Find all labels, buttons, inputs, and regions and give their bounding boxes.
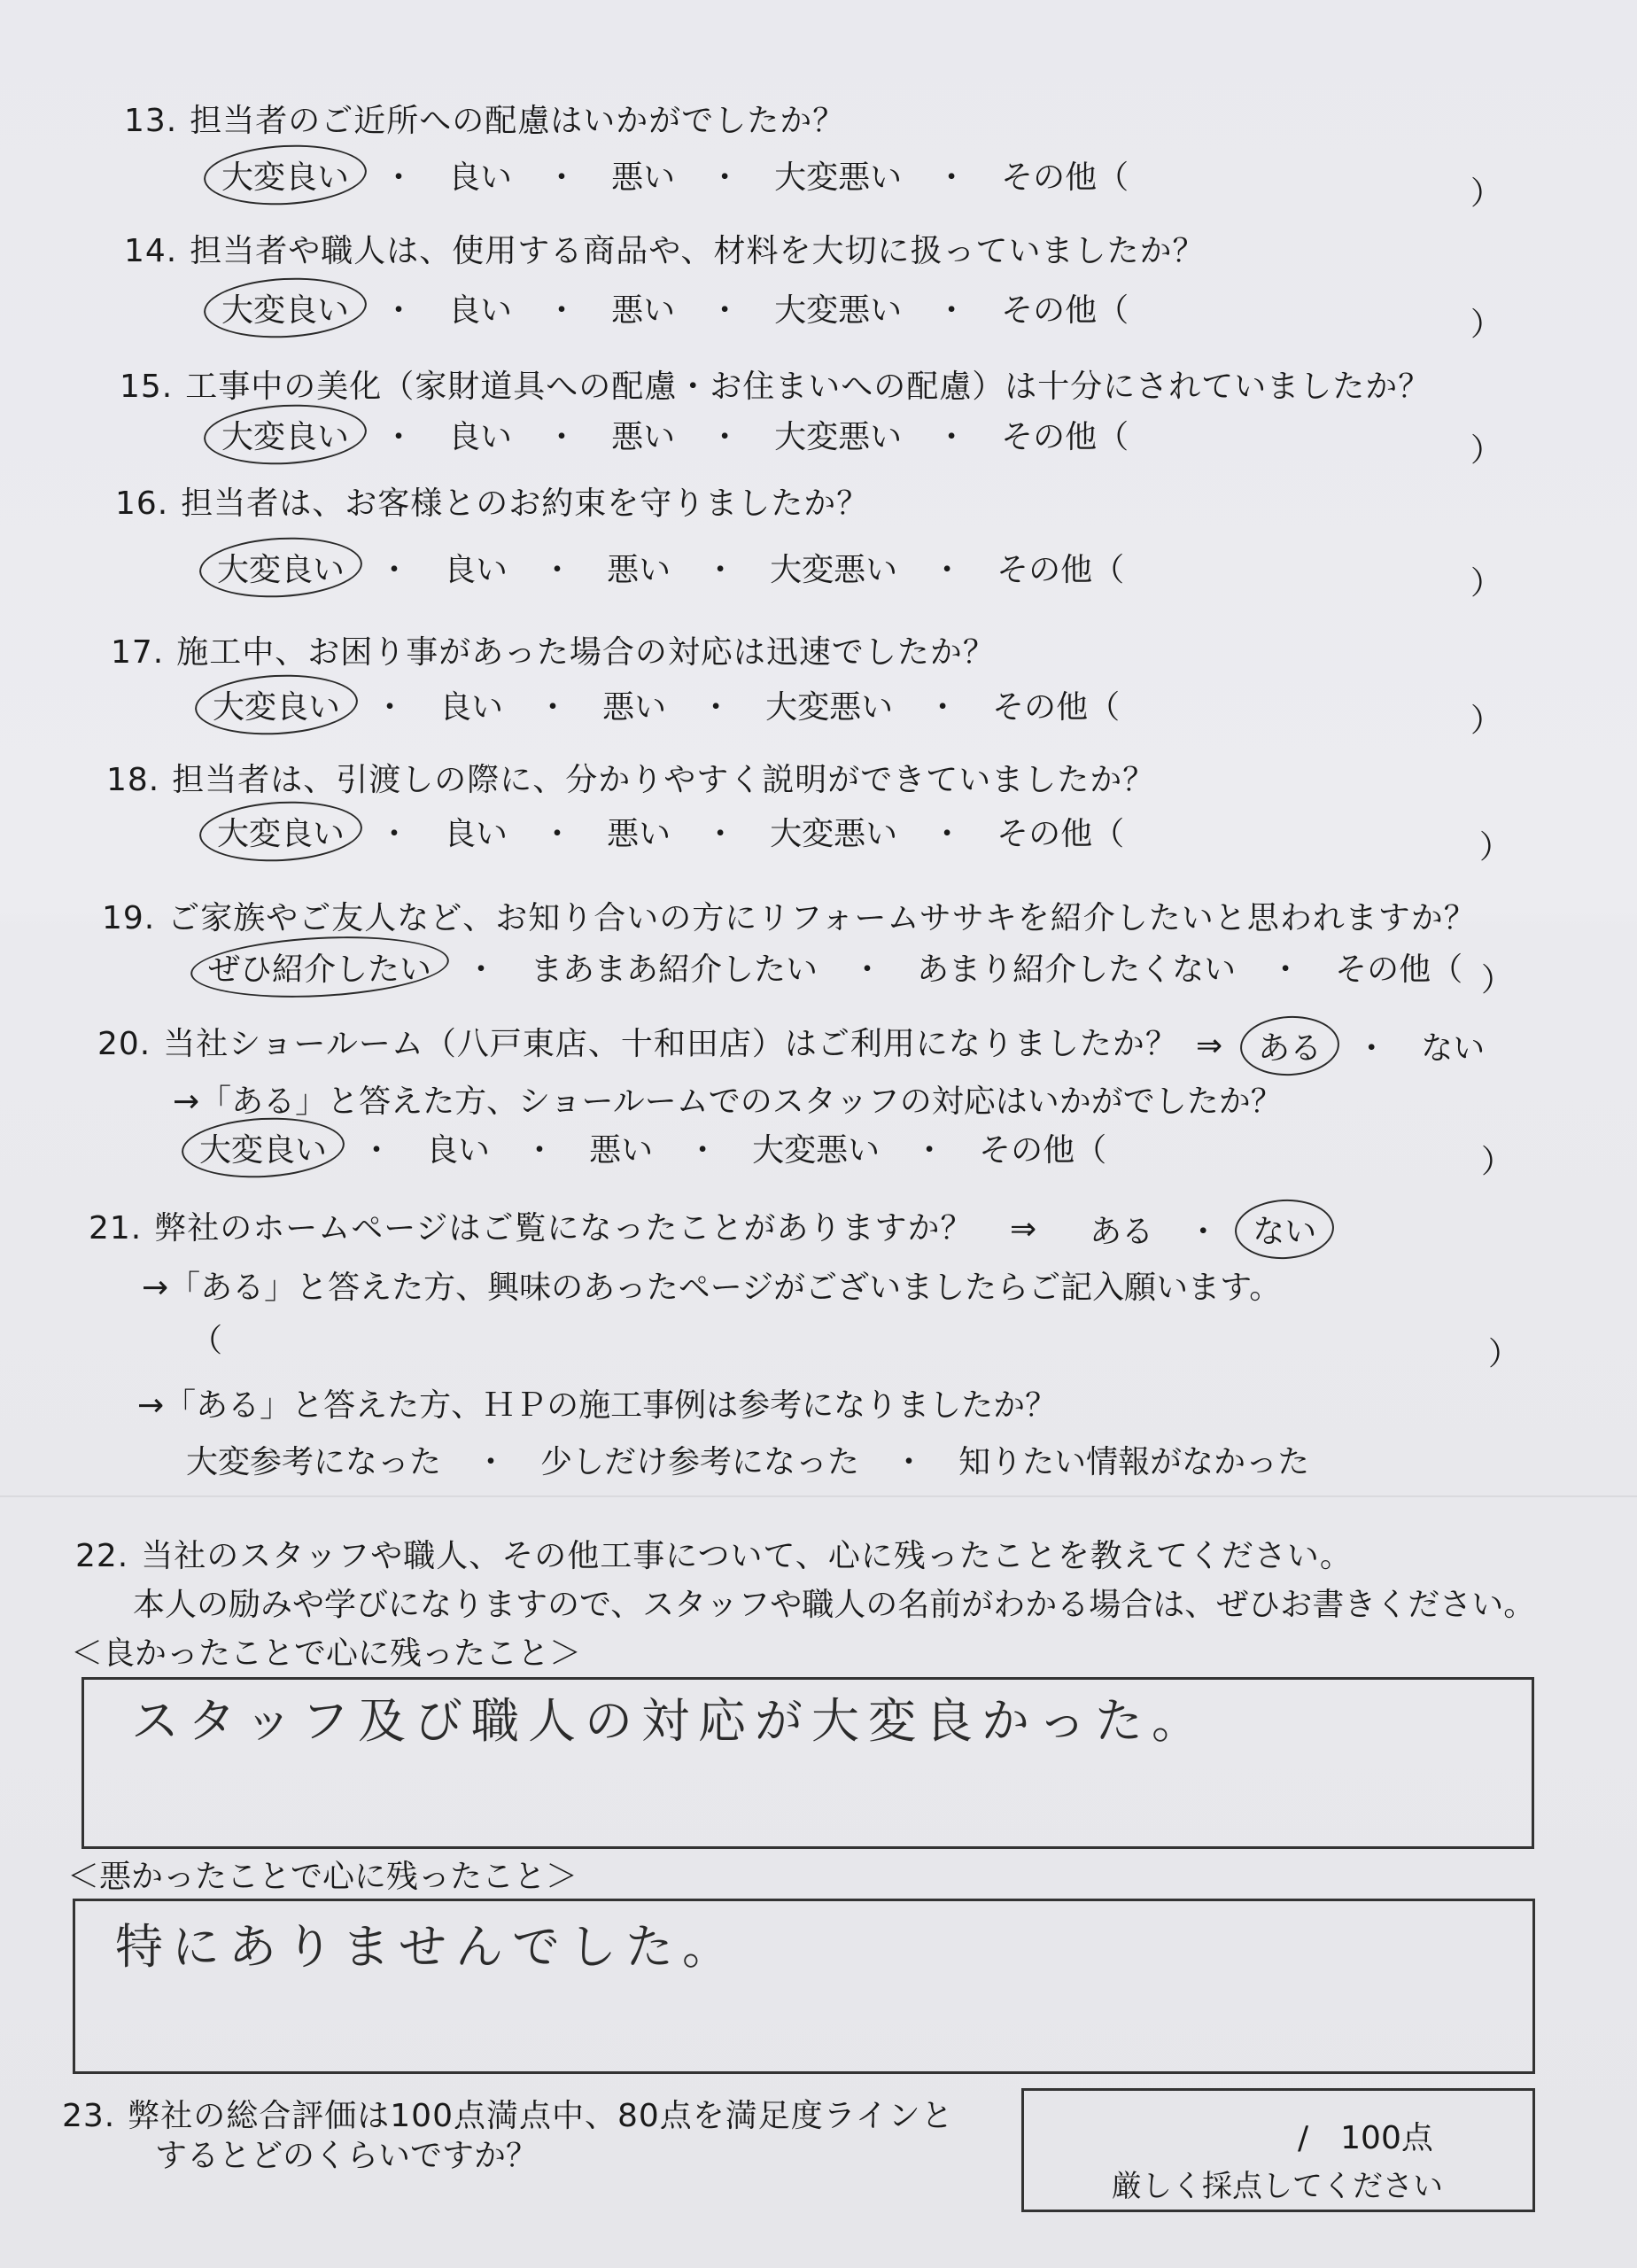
bad-memory-label: ＜悪かったことで心に残ったこと＞ <box>67 1859 578 1895</box>
option-other[interactable]: その他（ <box>979 1132 1107 1169</box>
option-good[interactable]: 良い <box>426 1132 491 1169</box>
option-good[interactable]: 良い <box>448 159 513 196</box>
close-paren: ） <box>1470 307 1503 343</box>
option-bad[interactable]: 悪い <box>607 552 671 588</box>
question-23: 23. 弊社の総合評価は100点満点中、80点を満足度ラインと <box>62 2098 954 2134</box>
option-somewhat-recommend[interactable]: まあまあ紹介したい <box>531 951 818 988</box>
option-other[interactable]: その他（ <box>992 689 1121 726</box>
q20-rating-options[interactable]: 大変良い ・ 良い ・ 悪い ・ 大変悪い ・ その他（ <box>190 1125 1115 1170</box>
q21-followup-2: →「ある」と答えた方、ＨＰの施工事例は参考になりましたか？ <box>137 1387 1058 1424</box>
option-yes-selected[interactable]: ある <box>1249 1023 1331 1068</box>
option-very-bad[interactable]: 大変悪い <box>752 1132 881 1169</box>
option-very-good-selected[interactable]: 大変良い <box>190 1125 336 1170</box>
option-very-bad[interactable]: 大変悪い <box>774 292 903 329</box>
option-not-helpful[interactable]: 知りたい情報がなかった <box>958 1444 1310 1480</box>
open-paren: （ <box>190 1323 223 1359</box>
option-very-good-selected[interactable]: 大変良い <box>204 682 349 727</box>
option-very-bad[interactable]: 大変悪い <box>770 816 898 852</box>
option-very-good-selected[interactable]: 大変良い <box>213 152 358 198</box>
option-bad[interactable]: 悪い <box>607 816 671 852</box>
option-other[interactable]: その他（ <box>997 816 1125 852</box>
q17-options[interactable]: 大変良い ・ 良い ・ 悪い ・ 大変悪い ・ その他（ <box>204 682 1129 727</box>
option-very-bad[interactable]: 大変悪い <box>774 159 903 196</box>
score-out-of-100: / 100点 <box>1298 2120 1433 2156</box>
close-paren: ） <box>1481 1144 1514 1180</box>
question-20: 20. 当社ショールーム（八戸東店、十和田店）はご利用になりましたか？ <box>97 1026 1178 1062</box>
question-14: 14. 担当者や職人は、使用する商品や、材料を大切に扱っていましたか？ <box>124 233 1206 269</box>
close-paren: ） <box>1470 565 1503 602</box>
close-paren: ） <box>1481 962 1514 998</box>
close-paren: ） <box>1488 1336 1521 1372</box>
q21-yes-no[interactable]: ⇒ ある ・ ない <box>1010 1207 1325 1252</box>
option-good[interactable]: 良い <box>448 292 513 329</box>
option-very-bad[interactable]: 大変悪い <box>774 419 903 455</box>
bad-memory-handwriting: 特にありませんでした。 <box>115 1919 739 1975</box>
option-no[interactable]: ない <box>1421 1030 1486 1067</box>
good-memory-label: ＜良かったことで心に残ったこと＞ <box>71 1635 582 1672</box>
q22-subtext: 本人の励みや学びになりますので、スタッフや職人の名前がわかる場合は、ぜひお書きください。 <box>133 1587 1536 1623</box>
question-21: 21. 弊社のホームページはご覧になったことがありますか？ <box>89 1210 974 1247</box>
q20-followup: →「ある」と答えた方、ショールームでのスタッフの対応はいかがでしたか？ <box>173 1084 1283 1120</box>
option-other[interactable]: その他（ <box>997 552 1125 588</box>
option-bad[interactable]: 悪い <box>611 159 676 196</box>
question-19: 19. ご家族やご友人など、お知り合いの方にリフォームササキを紹介したいと思われますか？ <box>102 900 1477 936</box>
q21-reference-options[interactable]: 大変参考になった ・ 少しだけ参考になった ・ 知りたい情報がなかった <box>177 1437 1318 1482</box>
close-paren: ） <box>1470 703 1503 739</box>
score-note: 厳しく採点してください <box>1112 2169 1443 2204</box>
q19-options[interactable]: ぜひ紹介したい ・ まあまあ紹介したい ・ あまり紹介したくない ・ その他（ <box>199 944 1471 990</box>
option-other[interactable]: その他（ <box>1001 159 1129 196</box>
option-very-bad[interactable]: 大変悪い <box>770 552 898 588</box>
option-other[interactable]: その他（ <box>1001 292 1129 329</box>
close-paren: ） <box>1479 829 1512 866</box>
arrow-icon: ⇒ <box>1010 1211 1037 1247</box>
option-yes[interactable]: ある <box>1090 1214 1154 1250</box>
q13-options[interactable]: 大変良い ・ 良い ・ 悪い ・ 大変悪い ・ その他（ <box>213 152 1137 198</box>
option-very-good-selected[interactable]: 大変良い <box>213 285 358 330</box>
close-paren: ） <box>1470 175 1503 212</box>
q14-options[interactable]: 大変良い ・ 良い ・ 悪い ・ 大変悪い ・ その他（ <box>213 285 1137 330</box>
option-definitely-recommend-selected[interactable]: ぜひ紹介したい <box>199 944 440 990</box>
option-slightly-helpful[interactable]: 少しだけ参考になった <box>540 1444 860 1480</box>
q20-yes-no[interactable]: ⇒ ある ・ ない <box>1196 1023 1493 1068</box>
q15-options[interactable]: 大変良い ・ 良い ・ 悪い ・ 大変悪い ・ その他（ <box>213 412 1137 457</box>
question-18: 18. 担当者は、引渡しの際に、分かりやすく説明ができていましたか？ <box>106 762 1156 798</box>
option-not-recommend[interactable]: あまり紹介したくない <box>917 951 1237 988</box>
option-very-good-selected[interactable]: 大変良い <box>208 809 353 854</box>
option-very-helpful[interactable]: 大変参考になった <box>186 1444 442 1480</box>
q16-options[interactable]: 大変良い ・ 良い ・ 悪い ・ 大変悪い ・ その他（ <box>208 545 1133 590</box>
option-no-selected[interactable]: ない <box>1244 1207 1325 1252</box>
q21-followup-1: →「ある」と答えた方、興味のあったページがございましたらご記入願います。 <box>142 1270 1282 1306</box>
arrow-icon: ⇒ <box>1196 1028 1223 1064</box>
good-memory-handwriting: スタッフ及び職人の対応が大変良かった。 <box>131 1693 1208 1749</box>
option-bad[interactable]: 悪い <box>602 689 667 726</box>
close-paren: ） <box>1470 432 1503 469</box>
option-very-bad[interactable]: 大変悪い <box>765 689 894 726</box>
question-13: 13. 担当者のご近所への配慮はいかがでしたか？ <box>124 103 846 139</box>
option-bad[interactable]: 悪い <box>589 1132 654 1169</box>
option-bad[interactable]: 悪い <box>611 292 676 329</box>
q23-line2: するとどのくらいですか？ <box>155 2138 539 2174</box>
option-bad[interactable]: 悪い <box>611 419 676 455</box>
option-good[interactable]: 良い <box>439 689 504 726</box>
option-good[interactable]: 良い <box>448 419 513 455</box>
option-good[interactable]: 良い <box>444 816 508 852</box>
option-very-good-selected[interactable]: 大変良い <box>213 412 358 457</box>
option-good[interactable]: 良い <box>444 552 508 588</box>
q18-options[interactable]: 大変良い ・ 良い ・ 悪い ・ 大変悪い ・ その他（ <box>208 809 1133 854</box>
question-17: 17. 施工中、お困り事があった場合の対応は迅速でしたか？ <box>111 634 996 671</box>
question-22: 22. 当社のスタッフや職人、その他工事について、心に残ったことを教えてください。 <box>75 1538 1353 1574</box>
question-15: 15. 工事中の美化（家財道具への配慮・お住まいへの配慮）は十分にされていましたか？ <box>120 369 1431 405</box>
question-16: 16. 担当者は、お客様とのお約束を守りましたか？ <box>115 485 870 522</box>
option-very-good-selected[interactable]: 大変良い <box>208 545 353 590</box>
paper-fold <box>0 1495 1637 1497</box>
option-other[interactable]: その他（ <box>1001 419 1129 455</box>
option-other[interactable]: その他（ <box>1335 951 1463 988</box>
